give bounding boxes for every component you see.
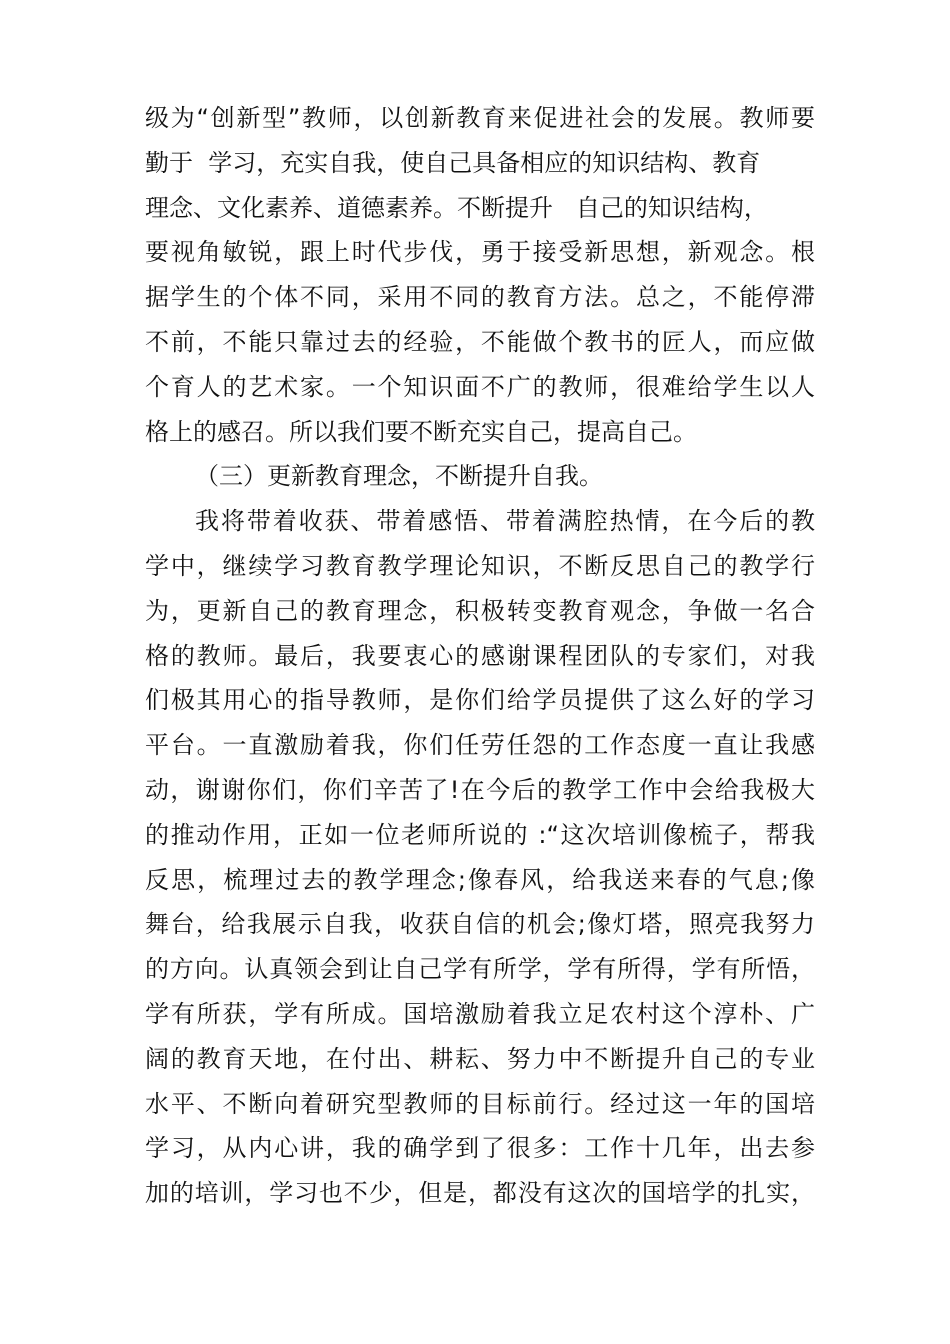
- text-line: 平台。一直激励着我，你们任劳任怨的工作态度一直让我感: [145, 731, 815, 760]
- text-line: 要视角敏锐，跟上时代步伐，勇于接受新思想，新观念。根: [145, 238, 815, 267]
- text-line: 理念、文化素养、道德素养。不断提升 自己的知识结构，: [145, 193, 768, 222]
- text-line: 阔的教育天地，在付出、耕耘、努力中不断提升自己的专业: [145, 1044, 815, 1073]
- document-body: [145, 96, 815, 1216]
- text-line: 据学生的个体不同，采用不同的教育方法。总之，不能停滞: [145, 283, 815, 312]
- text-line: 的推动作用，正如一位老师所说的 :“这次培训像梳子，帮我: [145, 820, 815, 849]
- text-line: 学习，从内心讲，我的确学到了很多：工作十几年，出去参: [145, 1134, 815, 1163]
- text-line: 我将带着收获、带着感悟、带着满腔热情，在今后的教: [195, 507, 815, 536]
- text-line: 勤于 学习，充实自我，使自己具备相应的知识结构、教育: [145, 148, 761, 177]
- text-line: 个育人的艺术家。一个知识面不广的教师，很难给学生以人: [145, 372, 815, 401]
- section-heading: （三）更新教育理念，不断提升自我。: [195, 462, 603, 491]
- text-line: 们极其用心的指导教师，是你们给学员提供了这么好的学习: [145, 686, 815, 715]
- text-line: 级为“创新型”教师，以创新教育来促进社会的发展。教师要: [145, 104, 815, 132]
- text-line: 为，更新自己的教育理念，积极转变教育观念，争做一名合: [145, 596, 815, 625]
- text-line: 水平、不断向着研究型教师的目标前行。经过这一年的国培: [145, 1089, 815, 1118]
- text-line: 格的教师。最后，我要衷心的感谢课程团队的专家们，对我: [145, 641, 815, 670]
- text-line: 学中，继续学习教育教学理论知识，不断反思自己的教学行: [145, 551, 815, 580]
- text-line: 格上的感召。所以我们要不断充实自己，提高自己。: [145, 417, 697, 446]
- text-line: 加的培训，学习也不少，但是，都没有这次的国培学的扎实，: [145, 1179, 815, 1208]
- text-line: 动，谢谢你们，你们辛苦了!在今后的教学工作中会给我极大: [145, 775, 815, 804]
- text-line: 不前，不能只靠过去的经验，不能做个教书的匠人，而应做: [145, 327, 815, 356]
- text-line: 反思，梳理过去的教学理念;像春风，给我送来春的气息;像: [145, 865, 815, 894]
- text-line: 学有所获，学有所成。国培激励着我立足农村这个淳朴、广: [145, 999, 815, 1028]
- text-line: 舞台，给我展示自我，收获自信的机会;像灯塔，照亮我努力: [145, 910, 815, 939]
- text-line: 的方向。认真领会到让自己学有所学，学有所得，学有所悟，: [145, 955, 815, 984]
